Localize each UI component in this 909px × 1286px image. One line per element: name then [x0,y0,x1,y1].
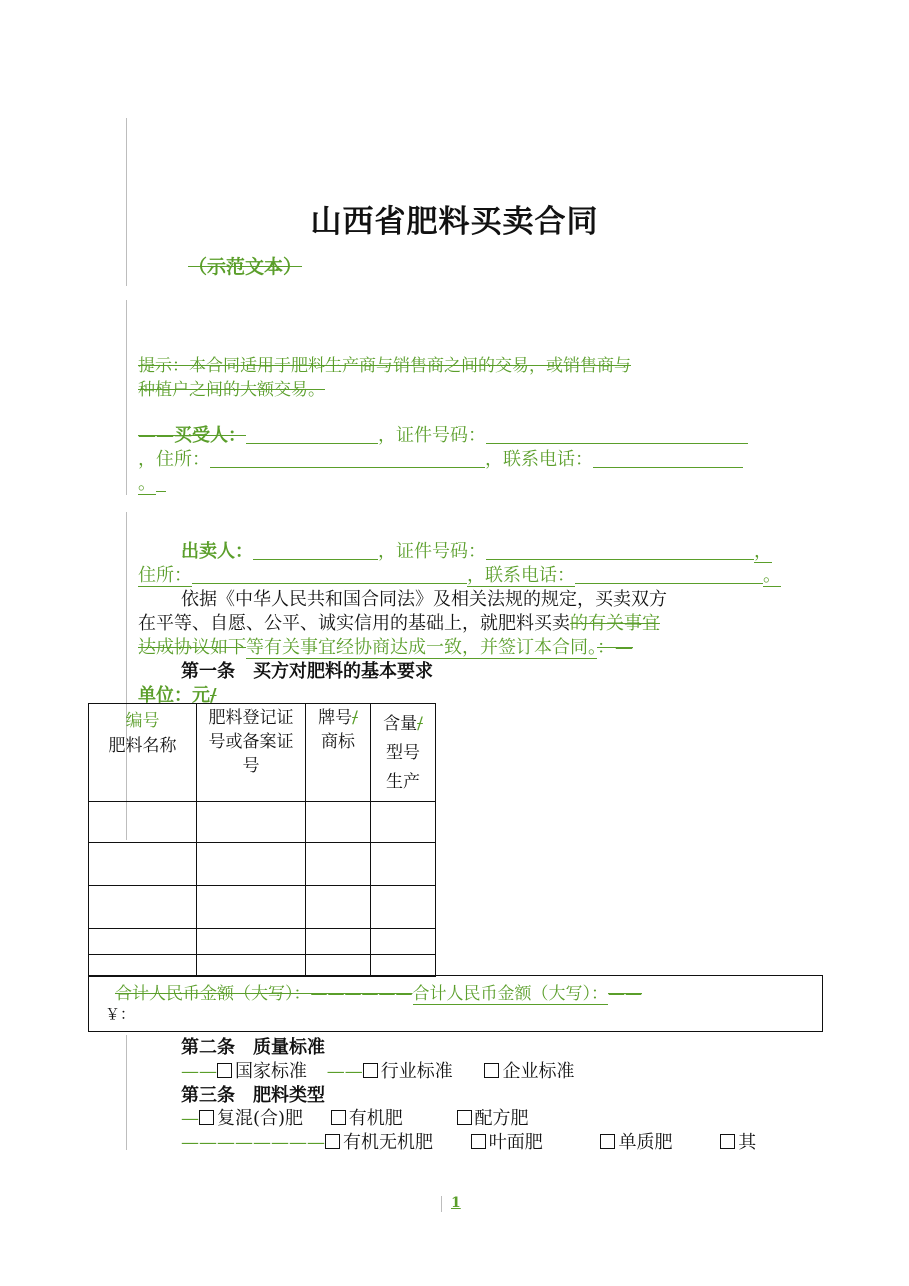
buyer-phone-label: ，联系电话： [485,449,593,470]
page-number: 1 [451,1195,461,1211]
total-label: 合计人民币金额（大写）：——————合计人民币金额（大写）：—— [115,984,642,1004]
margin-bar [126,300,127,495]
preamble-line-2: 在平等、自愿、公平、诚实信用的基础上，就肥料买卖的有关事宜 [138,613,660,634]
type-options-row1: — 复混(合)肥 有机肥 配方肥 [181,1108,529,1129]
seller-id-label: ，证件号码： [378,541,486,562]
hint-line-2: 种植户之间的大额交易。 [138,380,325,400]
checkbox[interactable] [720,1134,735,1149]
checkbox[interactable] [600,1134,615,1149]
checkbox[interactable] [457,1110,472,1125]
checkbox[interactable] [331,1110,346,1125]
table-header-row [89,704,436,802]
hint-line-1: 提示：本合同适用于肥料生产商与销售商之间的交易，或销售商与 [138,356,631,376]
preamble-line-3: 达成协议如下等有关事宜经协商达成一致，并签订本合同。：— [138,637,633,658]
article3-heading: 第三条 肥料类型 [181,1085,325,1106]
type-options-row2: ———————— 有机无机肥 叶面肥 单质肥 其 [181,1132,757,1153]
checkbox[interactable] [471,1134,486,1149]
header-name: 编号 肥料名称 [89,704,197,802]
document-title: 山西省肥料买卖合同 [310,204,599,240]
checkbox[interactable] [325,1134,340,1149]
seller-address-label: 住所： [138,565,192,586]
header-content: 含量/ 型号 生产 [371,704,436,802]
seller-id-field[interactable] [486,540,754,560]
buyer-address-label: ，住所： [138,449,210,470]
table-row [89,886,436,929]
seller-name-field[interactable] [253,540,378,560]
buyer-id-field[interactable] [486,424,748,444]
table-row [89,843,436,886]
preamble-line-1: 依据《中华人民共和国合同法》及相关法规的规定，买卖双方 [181,589,667,610]
page-divider [441,1196,442,1212]
seller-address-field[interactable] [192,564,467,584]
checkbox[interactable] [484,1063,499,1078]
table-row [89,802,436,843]
seller-line: 出卖人： ，证件号码： ， [181,541,772,562]
checkbox[interactable] [199,1110,214,1125]
buyer-address-field[interactable] [210,448,485,468]
buyer-phone-field[interactable] [593,448,743,468]
unit-label: 单位：元/ [138,685,217,706]
seller-address-line: 住所： ，联系电话： 。 [138,565,781,586]
checkbox[interactable] [363,1063,378,1078]
article1-heading: 第一条 买方对肥料的基本要求 [181,661,433,682]
seller-phone-field[interactable] [575,564,763,584]
table-row [89,929,436,955]
article2-heading: 第二条 质量标准 [181,1037,325,1058]
header-registration: 肥料登记证号或备案证号 [197,704,306,802]
quality-options: —— 国家标准 —— 行业标准 企业标准 [181,1061,575,1082]
buyer-end: 。 [138,469,166,495]
buyer-label: 买受人： [174,425,246,446]
total-amount-box [88,975,823,1032]
checkbox[interactable] [217,1063,232,1078]
margin-bar [126,512,127,712]
buyer-name-field[interactable] [246,424,378,444]
buyer-id-label: ，证件号码： [378,425,486,446]
buyer-address-line [138,445,743,471]
buyer-line: ——买受人： ，证件号码： [138,421,748,447]
subtitle: （示范文本） [188,256,303,278]
fertilizer-table [88,703,436,977]
margin-bar [126,1035,127,1150]
seller-phone-label: ，联系电话： [467,565,575,586]
seller-label: 出卖人： [181,541,253,562]
header-brand: 牌号/ 商标 [306,704,371,802]
table-row [89,955,436,977]
yen-label: ￥： [105,1005,136,1023]
